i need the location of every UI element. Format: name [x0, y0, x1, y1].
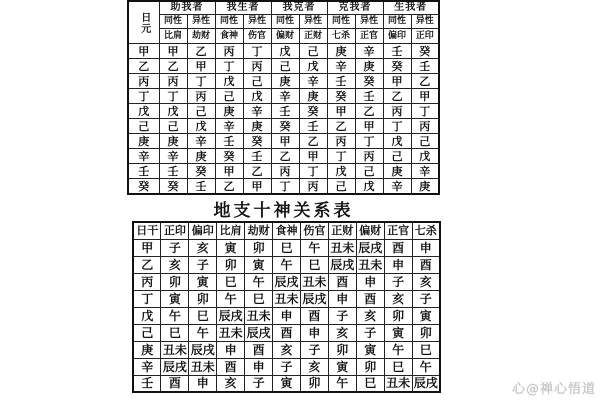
- table-cell: 壬: [327, 74, 355, 89]
- table-cell: 戊: [411, 149, 439, 164]
- column-header: 七杀: [412, 222, 440, 239]
- table-cell: 寅: [273, 375, 301, 392]
- day-stem-cell: 辛: [133, 358, 161, 375]
- table-cell: 辛: [411, 164, 439, 179]
- table-cell: 己: [411, 134, 439, 149]
- table-cell: 戊: [271, 44, 299, 59]
- table-cell: 卯: [189, 290, 217, 307]
- watermark: 心@禅心悟道: [511, 382, 596, 397]
- table-cell: 丑未: [386, 376, 411, 391]
- table-row: [128, 119, 439, 134]
- table-cell: 甲: [187, 59, 215, 74]
- column-header: 比肩: [217, 222, 245, 239]
- god-header: 比肩: [159, 29, 187, 44]
- day-stem-cell: 丁: [128, 89, 159, 104]
- table-cell: 丑未: [302, 274, 327, 289]
- table-cell: 庚: [215, 104, 243, 119]
- table-cell: 庚: [355, 59, 383, 74]
- table-cell: 丁: [383, 119, 411, 134]
- table-cell: 子: [161, 239, 189, 256]
- table-cell: 卯: [217, 256, 245, 273]
- table-cell: 申: [217, 341, 245, 358]
- table-cell: 卯: [328, 341, 356, 358]
- table-cell: 丁: [215, 59, 243, 74]
- polarity-header: 异性: [411, 15, 439, 29]
- table-cell: 亥: [189, 239, 217, 256]
- table-cell: 壬: [355, 89, 383, 104]
- table-cell: 乙: [159, 59, 187, 74]
- god-header: 劫财: [187, 29, 215, 44]
- table-row: [128, 74, 439, 89]
- table-cell: 辰戌: [412, 375, 440, 392]
- table-cell: 己: [299, 44, 327, 59]
- table-cell: 申: [356, 273, 384, 290]
- table-cell: 寅: [217, 239, 245, 256]
- day-stem-cell: 甲: [128, 44, 159, 59]
- table-cell: 丙: [215, 44, 243, 59]
- day-master-corner-label: 日元: [128, 1, 159, 44]
- table-cell: 亥: [300, 358, 328, 375]
- table-cell: 戊: [243, 89, 271, 104]
- table-cell: 丁: [355, 134, 383, 149]
- table-cell: 子: [245, 375, 273, 392]
- table-cell: 乙: [243, 164, 271, 179]
- table-cell: 庚: [327, 44, 355, 59]
- group-header: 克我者: [327, 1, 383, 15]
- table-cell: 巳: [245, 290, 273, 307]
- table-row: [128, 164, 439, 179]
- god-header: 正财: [299, 29, 327, 44]
- table-cell: 子: [356, 324, 384, 341]
- table-cell: 丙: [327, 134, 355, 149]
- table-cell: 庚: [383, 164, 411, 179]
- table-cell: 辛: [327, 59, 355, 74]
- table-cell: 乙: [215, 179, 243, 195]
- day-stem-cell: 庚: [128, 134, 159, 149]
- day-stem-cell: 己: [133, 324, 161, 341]
- table-cell: 申: [412, 239, 440, 256]
- table-cell: 丑未: [358, 257, 383, 272]
- table-cell: 己: [355, 164, 383, 179]
- table-cell: 寅: [412, 307, 440, 324]
- table-cell: 辛: [187, 134, 215, 149]
- table-cell: 癸: [243, 134, 271, 149]
- table-cell: 巳: [412, 341, 440, 358]
- heavenly-stem-ten-gods-table: [127, 0, 440, 195]
- table-cell: 甲: [355, 119, 383, 134]
- day-stem-cell: 壬: [133, 375, 161, 392]
- table-cell: 酉: [328, 273, 356, 290]
- table-cell: 丑未: [274, 291, 299, 306]
- day-stem-cell: 丙: [128, 74, 159, 89]
- table-cell: 壬: [159, 164, 187, 179]
- table-cell: 乙: [271, 149, 299, 164]
- god-header: 正官: [355, 29, 383, 44]
- polarity-header: 同性: [271, 15, 299, 29]
- table-cell: 酉: [217, 358, 245, 375]
- table-cell: 子: [384, 273, 412, 290]
- table-cell: 壬: [215, 134, 243, 149]
- group-header: 我克者: [271, 1, 327, 15]
- table-row: [133, 307, 440, 324]
- table-cell: 己: [383, 149, 411, 164]
- table-cell: 亥: [328, 324, 356, 341]
- column-header: 正印: [161, 222, 189, 239]
- table-cell: 申: [189, 375, 217, 392]
- table-row: [128, 104, 439, 119]
- table-cell: 亥: [412, 273, 440, 290]
- table-cell: 午: [384, 341, 412, 358]
- table-cell: 乙: [187, 44, 215, 59]
- table-cell: 丁: [411, 104, 439, 119]
- table-cell: 子: [189, 256, 217, 273]
- earthly-branch-ten-gods-table: [132, 221, 441, 393]
- polarity-header: 异性: [355, 15, 383, 29]
- table-cell: 己: [327, 179, 355, 195]
- day-stem-cell: 丁: [133, 290, 161, 307]
- table-row: [133, 341, 440, 358]
- table-cell: 庚: [271, 74, 299, 89]
- table-cell: 丁: [187, 74, 215, 89]
- polarity-header: 异性: [299, 15, 327, 29]
- table-cell: 子: [273, 358, 301, 375]
- table-row: [133, 375, 440, 392]
- table-cell: 巳: [189, 307, 217, 324]
- table-cell: 卯: [300, 375, 328, 392]
- column-header: 正官: [384, 222, 412, 239]
- day-stem-cell: 乙: [128, 59, 159, 74]
- table-cell: 甲: [271, 134, 299, 149]
- god-header: 正印: [411, 29, 439, 44]
- group-header: 我生者: [215, 1, 271, 15]
- table-cell: 午: [189, 324, 217, 341]
- table-cell: 辛: [159, 149, 187, 164]
- polarity-header: 同性: [383, 15, 411, 29]
- table-cell: 丁: [327, 149, 355, 164]
- table-cell: 庚: [299, 89, 327, 104]
- table-cell: 午: [161, 307, 189, 324]
- table-row: [128, 134, 439, 149]
- table-cell: 壬: [271, 104, 299, 119]
- branch-table-title: 地支十神关系表: [213, 201, 354, 221]
- table-cell: 乙: [327, 119, 355, 134]
- table-cell: 子: [412, 290, 440, 307]
- table-cell: 丁: [299, 164, 327, 179]
- table-cell: 丁: [271, 179, 299, 195]
- table-cell: 辰戌: [246, 325, 271, 340]
- table-cell: 癸: [299, 104, 327, 119]
- polarity-header-row: [128, 15, 439, 29]
- table-cell: 乙: [355, 104, 383, 119]
- day-stem-cell: 庚: [133, 341, 161, 358]
- table-cell: 癸: [187, 164, 215, 179]
- table-cell: 戊: [215, 74, 243, 89]
- table-cell: 甲: [243, 179, 271, 195]
- table-cell: 酉: [161, 375, 189, 392]
- table-cell: 丁: [159, 89, 187, 104]
- table-cell: 戊: [383, 134, 411, 149]
- table-cell: 辰戌: [274, 274, 299, 289]
- table-cell: 戊: [355, 179, 383, 195]
- table-cell: 子: [300, 341, 328, 358]
- table-cell: 辛: [355, 44, 383, 59]
- table-cell: 庚: [187, 149, 215, 164]
- group-header: 生我者: [383, 1, 439, 15]
- table-cell: 午: [245, 273, 273, 290]
- table-cell: 丁: [243, 44, 271, 59]
- table-cell: 辰戌: [162, 359, 187, 374]
- table-cell: 午: [273, 256, 301, 273]
- table-cell: 乙: [383, 89, 411, 104]
- table-cell: 辛: [215, 119, 243, 134]
- table-cell: 癸: [271, 119, 299, 134]
- column-header: 偏印: [189, 222, 217, 239]
- column-header: 偏财: [356, 222, 384, 239]
- table-cell: 午: [300, 239, 328, 256]
- table-cell: 卯: [384, 307, 412, 324]
- column-header: 日干: [133, 222, 161, 239]
- table-row: [133, 358, 440, 375]
- table-cell: 壬: [383, 44, 411, 59]
- polarity-header: 同性: [327, 15, 355, 29]
- table-row: [128, 44, 439, 59]
- table-cell: 甲: [327, 104, 355, 119]
- table-cell: 丑未: [330, 240, 355, 255]
- table-cell: 巳: [273, 239, 301, 256]
- table-cell: 申: [384, 256, 412, 273]
- polarity-header: 同性: [215, 15, 243, 29]
- day-stem-cell: 辛: [128, 149, 159, 164]
- table-cell: 巳: [161, 324, 189, 341]
- table-cell: 辰戌: [358, 240, 383, 255]
- day-stem-cell: 甲: [133, 239, 161, 256]
- table-cell: 辛: [383, 179, 411, 195]
- table-cell: 丙: [355, 149, 383, 164]
- table-cell: 卯: [245, 239, 273, 256]
- table-cell: 甲: [215, 164, 243, 179]
- table-cell: 丑未: [246, 308, 271, 323]
- column-header: 正财: [328, 222, 356, 239]
- table-cell: 乙: [411, 74, 439, 89]
- table-cell: 寅: [161, 290, 189, 307]
- day-stem-cell: 戊: [133, 307, 161, 324]
- table-cell: 癸: [411, 44, 439, 59]
- table-cell: 寅: [245, 256, 273, 273]
- table-cell: 甲: [383, 74, 411, 89]
- table-cell: 午: [412, 358, 440, 375]
- table-cell: 辛: [271, 89, 299, 104]
- table-cell: 丑未: [218, 325, 243, 340]
- table-cell: 酉: [245, 341, 273, 358]
- table-cell: 酉: [356, 290, 384, 307]
- table-cell: 己: [159, 119, 187, 134]
- table-row: [128, 59, 439, 74]
- day-stem-cell: 己: [128, 119, 159, 134]
- table-cell: 申: [273, 307, 301, 324]
- table-cell: 亥: [161, 256, 189, 273]
- table-cell: 卯: [161, 273, 189, 290]
- table-cell: 丙: [411, 119, 439, 134]
- table-cell: 亥: [356, 307, 384, 324]
- table-cell: 午: [328, 375, 356, 392]
- group-header-row: [128, 1, 439, 15]
- table-cell: 辛: [299, 74, 327, 89]
- table-cell: 巳: [300, 256, 328, 273]
- polarity-header: 异性: [243, 15, 271, 29]
- table-cell: 辛: [243, 104, 271, 119]
- table-cell: 辰戌: [218, 308, 243, 323]
- god-header: 偏财: [271, 29, 299, 44]
- table-cell: 丑未: [190, 359, 215, 374]
- table-cell: 庚: [159, 134, 187, 149]
- table-row: [128, 149, 439, 164]
- table-cell: 戊: [327, 164, 355, 179]
- column-header: 食神: [273, 222, 301, 239]
- table-cell: 甲: [299, 149, 327, 164]
- table-cell: 亥: [384, 290, 412, 307]
- god-header: 偏印: [383, 29, 411, 44]
- table-cell: 辰戌: [330, 257, 355, 272]
- table-cell: 寅: [328, 358, 356, 375]
- table-cell: 寅: [356, 341, 384, 358]
- table-row: [133, 324, 440, 341]
- table-cell: 戊: [187, 119, 215, 134]
- table-row: [133, 273, 440, 290]
- table-cell: 壬: [187, 179, 215, 195]
- table-cell: 庚: [243, 119, 271, 134]
- table-cell: 甲: [159, 44, 187, 59]
- day-stem-cell: 戊: [128, 104, 159, 119]
- table-row: [133, 256, 440, 273]
- table-cell: 戊: [299, 59, 327, 74]
- table-cell: 己: [271, 59, 299, 74]
- table-row: [133, 290, 440, 307]
- table-cell: 申: [245, 358, 273, 375]
- table-cell: 癸: [159, 179, 187, 195]
- table-cell: 酉: [412, 256, 440, 273]
- polarity-header: 异性: [187, 15, 215, 29]
- table-cell: 庚: [411, 179, 439, 195]
- table-cell: 申: [300, 324, 328, 341]
- table-cell: 丙: [299, 179, 327, 195]
- table-cell: 寅: [384, 324, 412, 341]
- table-cell: 巳: [384, 358, 412, 375]
- god-header: 七杀: [327, 29, 355, 44]
- table-cell: 丑未: [162, 342, 187, 357]
- table-cell: 巳: [356, 375, 384, 392]
- day-stem-cell: 乙: [133, 256, 161, 273]
- table-cell: 辰戌: [190, 342, 215, 357]
- table-cell: 子: [328, 307, 356, 324]
- table-cell: 己: [187, 104, 215, 119]
- god-header: 食神: [215, 29, 243, 44]
- column-header-row: [133, 222, 440, 239]
- table-cell: 壬: [243, 149, 271, 164]
- table-cell: 丙: [159, 74, 187, 89]
- table-cell: 癸: [383, 59, 411, 74]
- table-cell: 酉: [273, 324, 301, 341]
- table-cell: 申: [328, 290, 356, 307]
- table-cell: 丙: [243, 59, 271, 74]
- table-cell: 丙: [271, 164, 299, 179]
- table-cell: 巳: [217, 273, 245, 290]
- table-cell: 亥: [273, 341, 301, 358]
- table-cell: 己: [243, 74, 271, 89]
- day-stem-cell: 壬: [128, 164, 159, 179]
- table-cell: 戊: [159, 104, 187, 119]
- table-cell: 癸: [327, 89, 355, 104]
- group-header: 助我者: [159, 1, 215, 15]
- table-cell: 午: [217, 290, 245, 307]
- polarity-header: 同性: [159, 15, 187, 29]
- god-header: 伤官: [243, 29, 271, 44]
- god-header-row: [128, 29, 439, 44]
- table-cell: 乙: [299, 134, 327, 149]
- table-row: [133, 239, 440, 256]
- table-cell: 甲: [411, 89, 439, 104]
- table-row: [128, 89, 439, 104]
- day-stem-cell: 癸: [128, 179, 159, 195]
- table-cell: 壬: [299, 119, 327, 134]
- table-cell: 丙: [383, 104, 411, 119]
- table-cell: 癸: [355, 74, 383, 89]
- table-row: [128, 179, 439, 195]
- table-cell: 酉: [384, 239, 412, 256]
- day-stem-cell: 丙: [133, 273, 161, 290]
- table-cell: 寅: [189, 273, 217, 290]
- table-cell: 辰戌: [302, 291, 327, 306]
- table-cell: 壬: [411, 59, 439, 74]
- column-header: 劫财: [245, 222, 273, 239]
- table-cell: 癸: [215, 149, 243, 164]
- table-cell: 卯: [356, 358, 384, 375]
- table-cell: 己: [215, 89, 243, 104]
- column-header: 伤官: [300, 222, 328, 239]
- table-cell: 卯: [412, 324, 440, 341]
- table-cell: 丙: [187, 89, 215, 104]
- table-cell: 酉: [300, 307, 328, 324]
- table-cell: 亥: [217, 375, 245, 392]
